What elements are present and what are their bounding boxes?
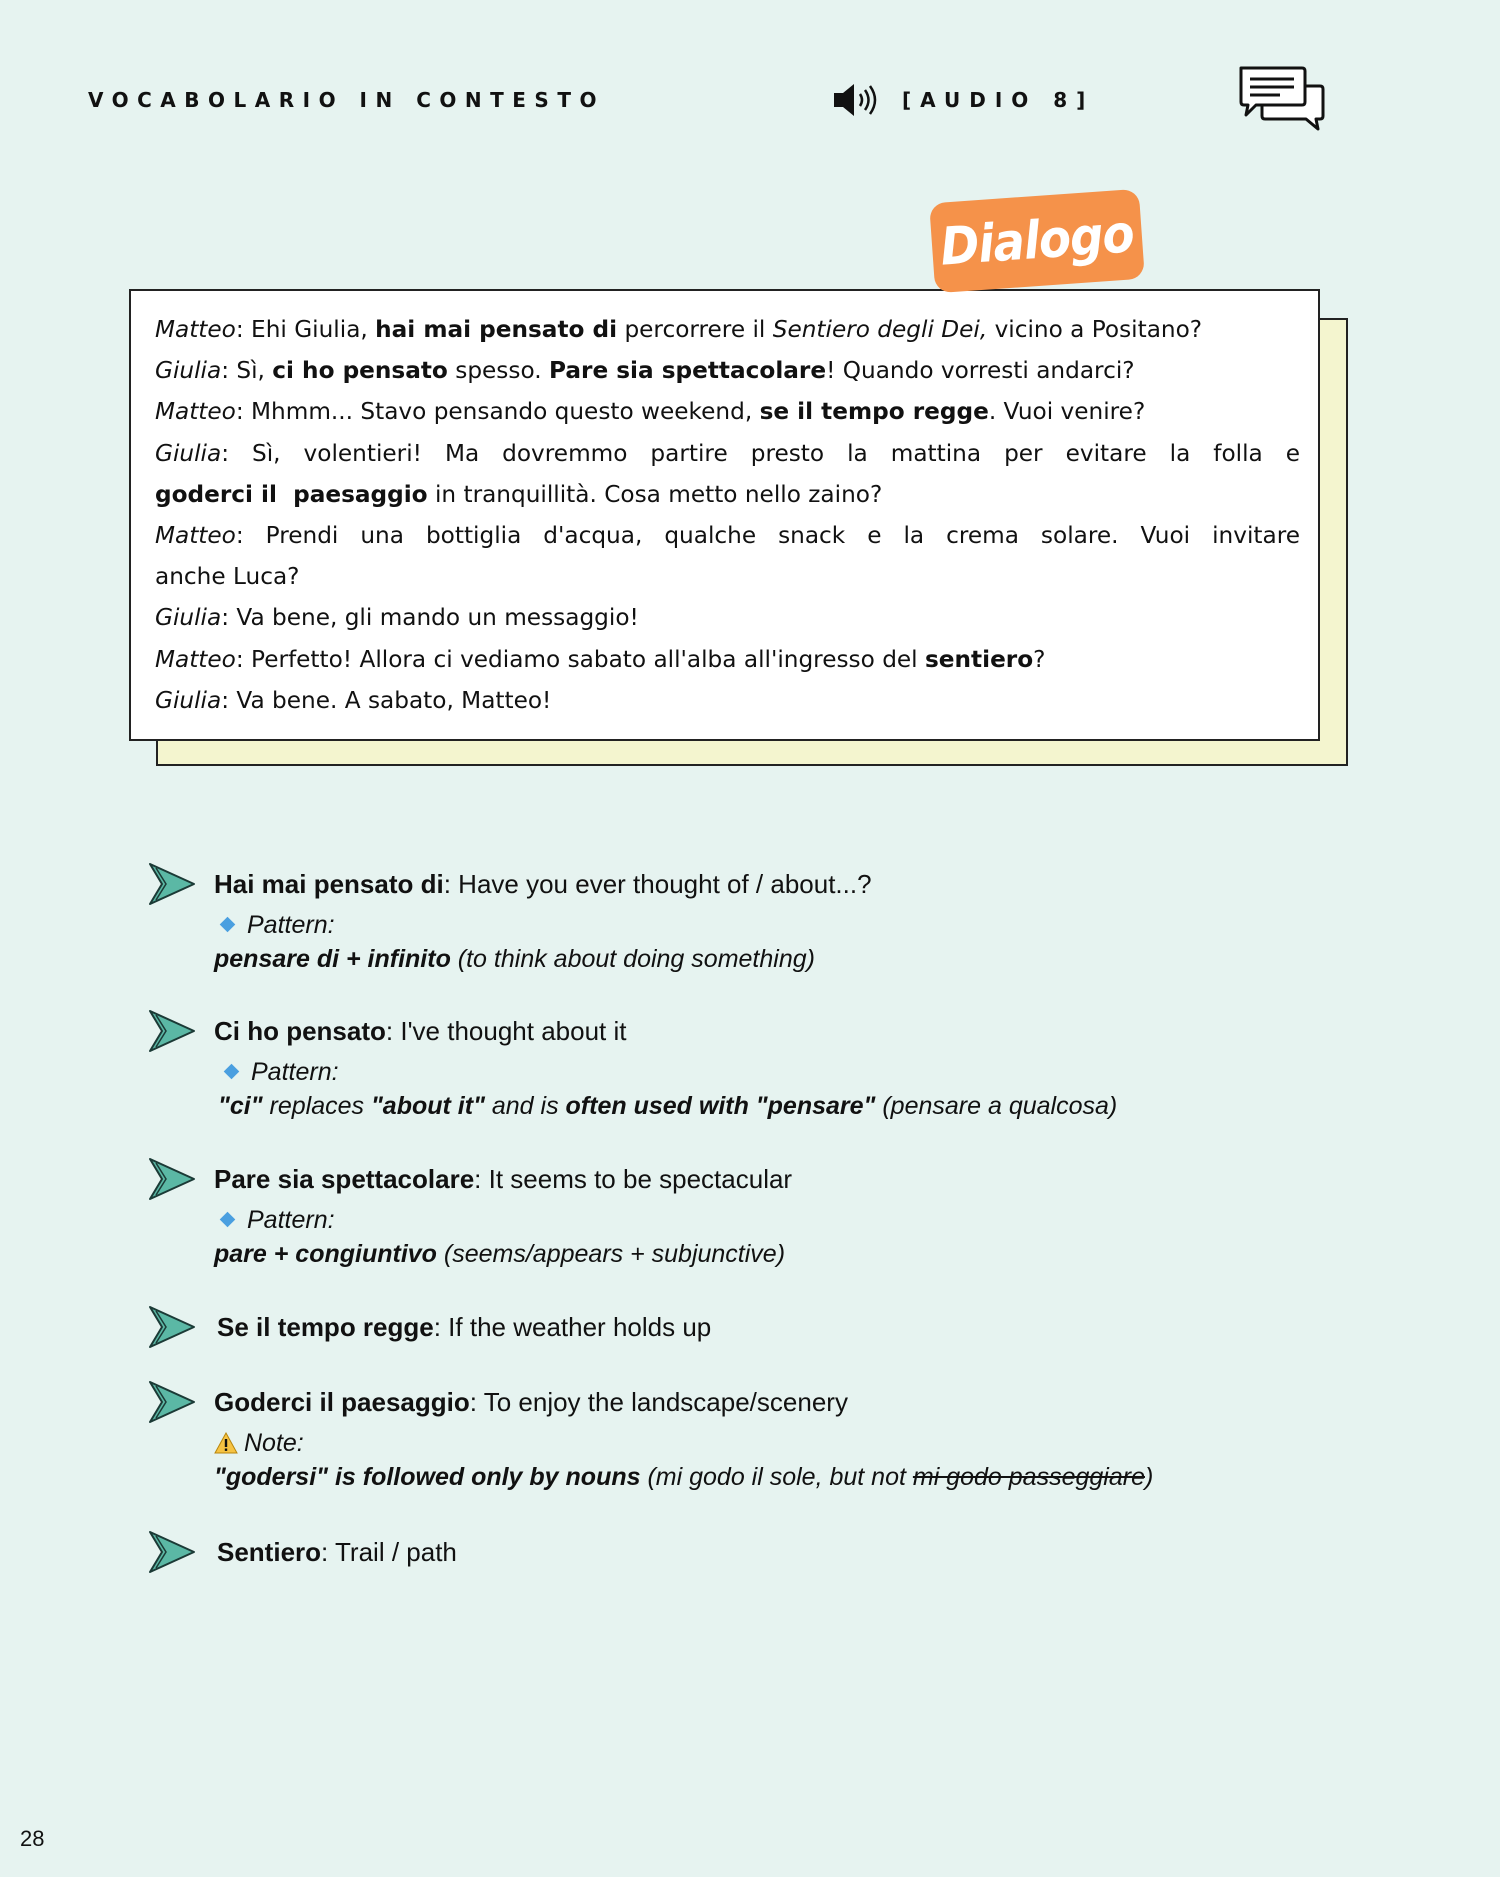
dialogo-badge: Dialogo bbox=[929, 189, 1145, 293]
dialogue-text: : Perfetto! Allora ci vediamo sabato all'alba all'ingresso del bbox=[235, 645, 925, 673]
note-emphasis: "about it" bbox=[370, 1092, 485, 1120]
key-phrase: Pare sia spettacolare bbox=[549, 357, 827, 385]
warning-icon bbox=[214, 1432, 238, 1454]
struck-example: mi godo passeggiare bbox=[912, 1463, 1145, 1491]
dialogue-line bbox=[155, 556, 1300, 597]
vocab-meaning: : If the weather holds up bbox=[433, 1312, 712, 1342]
vocab-heading bbox=[217, 1528, 1317, 1576]
note-emphasis: pare + congiuntivo bbox=[214, 1240, 437, 1268]
speaker-name: Giulia bbox=[155, 357, 222, 385]
key-phrase: se il tempo regge bbox=[759, 398, 989, 426]
diamond-icon bbox=[220, 1212, 236, 1228]
dialogue-text: : Prendi una bottiglia d'acqua, qualche snack e la crema solare. Vuoi invitare bbox=[235, 522, 1300, 550]
dialogue-text: ! Quando vorresti andarci? bbox=[826, 357, 1135, 385]
chevron-arrow-icon bbox=[148, 860, 196, 908]
diamond-icon bbox=[224, 1064, 240, 1080]
vocab-meaning: : I've thought about it bbox=[385, 1016, 627, 1046]
key-phrase: hai mai pensato di bbox=[375, 316, 618, 343]
speaker-name: Matteo bbox=[155, 316, 236, 343]
note-body bbox=[214, 942, 1314, 976]
dialogue-line bbox=[155, 515, 1300, 556]
vocab-meaning: : Trail / path bbox=[321, 1537, 457, 1567]
chevron-arrow-icon bbox=[148, 1528, 196, 1576]
note-label: Pattern: bbox=[247, 1206, 335, 1234]
dialogue-text: : Va bene, gli mando un messaggio! bbox=[221, 604, 639, 632]
vocab-meaning: : To enjoy the landscape/scenery bbox=[469, 1387, 848, 1417]
dialogue-line bbox=[155, 597, 1300, 638]
chat-bubbles-icon bbox=[1236, 64, 1326, 136]
dialogue-text: : Sì, bbox=[221, 357, 273, 385]
vocab-term: Hai mai pensato di bbox=[214, 869, 444, 899]
dialogue-text: ? bbox=[1033, 645, 1046, 673]
chevron-arrow-icon bbox=[148, 1007, 196, 1055]
note-text: ) bbox=[1144, 1463, 1154, 1491]
header-title: VOCABOLARIO IN CONTESTO bbox=[88, 88, 605, 112]
dialogue-line bbox=[155, 639, 1300, 680]
speaker-name: Matteo bbox=[155, 398, 236, 426]
speaker-name: Giulia bbox=[155, 604, 222, 632]
note-emphasis: "ci" bbox=[218, 1092, 263, 1120]
dialogue-text: : Va bene. A sabato, Matteo! bbox=[221, 686, 552, 714]
dialogue-text: spesso. bbox=[447, 357, 549, 385]
vocab-term: Pare sia spettacolare bbox=[214, 1164, 475, 1194]
note-body bbox=[214, 1460, 1314, 1494]
key-phrase: ci ho pensato bbox=[272, 357, 448, 385]
note-emphasis: often used with "pensare" bbox=[565, 1092, 876, 1120]
vocab-term: Goderci il paesaggio bbox=[214, 1387, 470, 1417]
note-label-line bbox=[214, 1055, 1314, 1089]
vocab-meaning: : Have you ever thought of / about...? bbox=[443, 869, 872, 899]
chevron-arrow-icon bbox=[148, 1303, 196, 1351]
place-name: Sentiero degli Dei, bbox=[772, 316, 988, 343]
dialogue-line bbox=[155, 474, 1300, 515]
note-body bbox=[214, 1237, 1314, 1271]
dialogue-line bbox=[155, 391, 1300, 432]
vocab-term: Sentiero bbox=[217, 1537, 322, 1567]
note-text: (mi godo il sole, but not bbox=[640, 1463, 913, 1491]
dialogue-text: : Mhmm... Stavo pensando questo weekend, bbox=[235, 398, 760, 426]
note-label: Pattern: bbox=[247, 911, 335, 939]
dialogue-line bbox=[155, 309, 1300, 350]
speaker-name: Giulia bbox=[155, 686, 222, 714]
vocab-term: Se il tempo regge bbox=[217, 1312, 434, 1342]
note-text: (to think about doing something) bbox=[450, 945, 815, 973]
note-body bbox=[214, 1089, 1314, 1123]
vocab-heading bbox=[214, 860, 1314, 908]
dialogue-text: vicino a Positano? bbox=[987, 316, 1203, 343]
key-phrase: goderci il paesaggio bbox=[155, 480, 428, 508]
vocab-heading bbox=[214, 1007, 1314, 1055]
note-label-line bbox=[214, 1426, 1314, 1460]
note-label: Pattern: bbox=[251, 1058, 339, 1086]
dialogue-text: anche Luca? bbox=[155, 563, 300, 591]
vocab-meaning: : It seems to be spectacular bbox=[474, 1164, 793, 1194]
dialogue-text: : Sì, volentieri! Ma dovremmo partire presto la mattina per evitare la folla e bbox=[221, 439, 1300, 467]
dialogue-box bbox=[129, 289, 1320, 741]
dialogue-line bbox=[155, 680, 1300, 721]
note-text: replaces bbox=[262, 1092, 371, 1120]
page-number: 28 bbox=[20, 1826, 45, 1851]
note-label: Note: bbox=[244, 1429, 304, 1457]
chevron-arrow-icon bbox=[148, 1378, 196, 1426]
diamond-icon bbox=[220, 917, 236, 933]
note-label-line bbox=[214, 908, 1314, 942]
vocab-term: Ci ho pensato bbox=[214, 1016, 386, 1046]
speaker-name: Matteo bbox=[155, 645, 236, 673]
note-emphasis: pensare di + infinito bbox=[214, 945, 451, 973]
chevron-arrow-icon bbox=[148, 1155, 196, 1203]
note-label-line bbox=[214, 1203, 1314, 1237]
note-emphasis: "godersi" is followed only by nouns bbox=[214, 1463, 641, 1491]
note-text: and is bbox=[484, 1092, 566, 1120]
dialogue-text: : Ehi Giulia, bbox=[235, 316, 376, 343]
speaker-name: Matteo bbox=[155, 522, 236, 550]
dialogue-line bbox=[155, 433, 1300, 474]
vocab-heading bbox=[217, 1303, 1317, 1351]
dialogue-line bbox=[155, 350, 1300, 391]
speaker-icon[interactable] bbox=[832, 80, 882, 120]
dialogue-text: percorrere il bbox=[617, 316, 773, 343]
key-phrase: sentiero bbox=[925, 645, 1034, 673]
note-text: (pensare a qualcosa) bbox=[875, 1092, 1118, 1120]
dialogue-text: in tranquillità. Cosa metto nello zaino? bbox=[427, 480, 883, 508]
vocab-heading bbox=[214, 1155, 1314, 1203]
note-text: (seems/appears + subjunctive) bbox=[436, 1240, 786, 1268]
dialogue-text: . Vuoi venire? bbox=[988, 398, 1146, 426]
vocab-heading bbox=[214, 1378, 1314, 1426]
audio-label: [AUDIO 8] bbox=[902, 88, 1095, 112]
speaker-name: Giulia bbox=[155, 439, 222, 467]
